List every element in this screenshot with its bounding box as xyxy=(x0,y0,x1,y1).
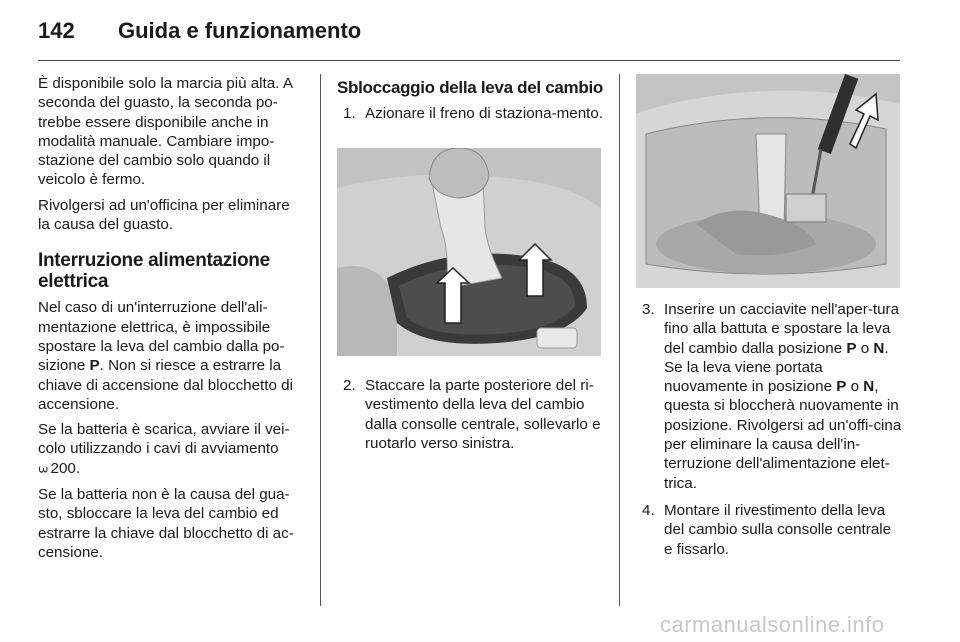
column-2 xyxy=(337,74,605,131)
section-heading: Sbloccaggio della leva del cambio xyxy=(337,78,603,97)
step-item xyxy=(636,300,902,493)
page-reference-link[interactable]: 200. xyxy=(46,459,81,477)
illustration-gear-lever-cover xyxy=(337,148,601,356)
paragraph: Nel caso di un'interruzione dell'ali-mentazione elettrica, è impossibile spostare la leva del cambio dalla po-sizione P. Non si riesce a estrarre la chiave di accensione dal blocchetto di accensione. xyxy=(38,299,293,413)
paragraph: È disponibile solo la marcia più alta. A seconda del guasto, la seconda po-trebbe essere disponibile anche in modalità manuale. Cambiare impo-stazione del cambio solo quando il veicolo è fermo. xyxy=(38,75,293,189)
step-number: 3. xyxy=(642,301,655,318)
paragraph: Se la batteria non è la causa del gua-sto, sbloccare la leva del cambio ed estrarre la chiave dal blocchetto di ac-censione. xyxy=(38,486,294,561)
column-divider-left xyxy=(320,74,321,606)
column-2-steps xyxy=(337,376,605,461)
step-number: 2. xyxy=(343,377,356,394)
section-heading: Interruzione alimentazione elettrica xyxy=(38,250,270,293)
step-text: Montare il rivestimento della leva del cambio sulla consolle centrale e fissarlo. xyxy=(664,501,892,558)
paragraph: Rivolgersi ad un'officina per eliminare la causa del guasto. xyxy=(38,196,290,234)
illustration-screwdriver-release xyxy=(636,74,900,288)
step-item xyxy=(337,104,605,123)
step-text: Azionare il freno di staziona-mento. xyxy=(365,105,604,122)
watermark: carmanualsonline.info xyxy=(660,612,885,637)
paragraph: Se la batteria è scarica, avviare il vei-colo utilizzando i cavi di avviamento 3 200. xyxy=(38,420,304,479)
page-title: Guida e funzionamento xyxy=(118,18,362,43)
step-item xyxy=(636,501,902,559)
page-number: 142 xyxy=(38,18,75,43)
step-number: 1. xyxy=(343,105,356,122)
step-item xyxy=(337,376,605,453)
column-3 xyxy=(636,300,902,567)
step-text: Staccare la parte posteriore del ri-vestimento della leva del cambio dalla consolle centrale, sollevarlo e ruotarlo verso sinistra. xyxy=(365,377,601,452)
column-divider-right xyxy=(619,74,620,606)
step-number: 4. xyxy=(642,501,655,519)
column-1 xyxy=(35,74,304,568)
step-text: Inserire un cacciavite nell'aper-tura fino alla battuta e spostare la leva del cambio dalla posizione P o N. Se la leva viene portata nuovamente in posizione P o N, questa si bloccherà nuovamente in posizione. Rivolgersi ad un'offi-cina per eliminare la causa dell'in-terruzione dell'alimentazione elet-trica. xyxy=(664,301,902,492)
header-divider xyxy=(38,60,900,61)
page-reference-arrow-icon: 3 xyxy=(35,465,50,474)
